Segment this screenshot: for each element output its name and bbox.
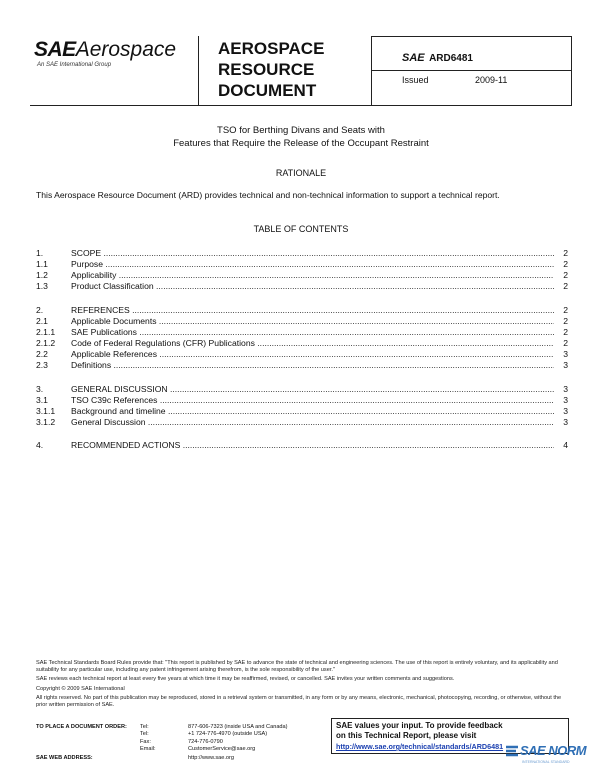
footer-notice [36,660,568,709]
toc-title: TSO C39c References ..... [71,395,554,406]
toc-entry[interactable] [36,349,568,360]
header-divider [371,70,572,71]
sae-aerospace-logo [34,38,176,62]
toc-page: 2 [563,259,568,269]
sae-norm-logo-icon [504,744,520,758]
order-contact [36,724,316,762]
tel-label: Tel: [140,724,149,730]
tel2-value[interactable]: +1 724-776-4970 (outside USA) [188,731,268,738]
toc-entry[interactable] [36,281,568,292]
toc-page: 3 [563,406,568,416]
toc-page: 3 [563,395,568,405]
toc-number: 2.3 [36,360,48,370]
toc-number: 1.3 [36,281,48,291]
rationale-heading: RATIONALE [275,168,327,178]
watermark-subtext: INTERNATIONAL STANDARD [522,760,570,764]
logo-aerospace-text: Aerospace [75,38,177,61]
toc-page: 2 [563,305,568,315]
toc-title: Product Classification ..... [71,281,554,292]
issued-date: 2009-11 [475,75,508,85]
toc-title: General Discussion ..... [71,417,554,428]
toc-entry[interactable] [36,360,568,371]
toc-number: 1.1 [36,259,48,269]
toc-number: 2.1.1 [36,327,56,337]
footer-paragraph: SAE reviews each technical report at least every five years at which time it may be reaffirmed, revised, or cancelled. SAE invites your written comments and suggestions. [36,676,455,683]
header-divider [371,36,572,37]
toc-number: 2.1.2 [36,338,56,348]
toc-entry[interactable] [36,305,568,316]
footer-paragraph: All rights reserved. No part of this publication may be reproduced, stored in a retrieval system or transmitted, in any form or by any means, electronic, mechanical, photocopying, recording, or otherwise, without the prior written permission of SAE. [36,694,562,709]
toc-page: 2 [563,327,568,337]
footer-paragraph: Copyright © 2009 SAE International [36,685,125,692]
toc-entry[interactable] [36,338,568,349]
toc-title: GENERAL DISCUSSION ..... [71,384,554,395]
toc-entry[interactable] [36,248,568,259]
toc-entry[interactable] [36,384,568,395]
document-title [30,124,572,150]
document-number [402,48,473,66]
email-link[interactable]: CustomerService@sae.org [188,745,256,752]
fax-label: Fax: [140,738,151,745]
rationale-text: This Aerospace Resource Document (ARD) provides technical and non-technical information to support a technical report. [36,190,500,200]
toc-page: 2 [563,316,568,326]
toc-title: RECOMMENDED ACTIONS ..... [71,440,554,451]
header-divider [198,36,199,106]
feedback-text: SAE values your input. To provide feedback [336,721,503,730]
toc-page: 3 [563,417,568,427]
doc-type-line: AEROSPACE [218,39,325,58]
toc-entry[interactable] [36,417,568,428]
fax-value: 724-776-0790 [188,738,223,745]
header-divider [30,105,572,106]
toc-entry[interactable] [36,395,568,406]
toc-entry[interactable] [36,406,568,417]
issued-label: Issued [402,75,429,85]
email-label: Email: [140,745,156,752]
toc-page: 3 [563,384,568,394]
web-link[interactable]: http://www.sae.org [188,755,235,762]
toc-entry[interactable] [36,440,568,451]
web-label: SAE WEB ADDRESS: [36,755,93,762]
toc-number: 2.1 [36,316,48,326]
header-divider [571,36,572,106]
document-type [218,38,324,101]
tel-value[interactable]: 877-606-7323 (inside USA and Canada) [188,724,288,730]
toc-entry[interactable] [36,270,568,281]
toc-title: SAE Publications ..... [71,327,554,338]
doc-type-line: DOCUMENT [218,81,317,100]
footer-paragraph: SAE Technical Standards Board Rules provide that: "This report is published by SAE to advance the state of technical and engineering sciences. The use of this report is entirely voluntary, and its applicability and suitability for any particular use, including any patent infringement arising therefrom, is the sole responsibility of the user." [36,660,558,674]
toc-title: Purpose ..... [71,259,554,270]
toc-page: 4 [563,440,568,450]
watermark-text: SAE NORM [520,743,587,758]
toc-entry[interactable] [36,316,568,327]
toc-page: 2 [563,270,568,280]
toc-title: Definitions ..... [71,360,554,371]
toc-page: 2 [563,281,568,291]
toc-title: Applicable Documents ..... [71,316,554,327]
doc-type-line: RESOURCE [218,60,315,79]
toc-number: 3.1 [36,395,48,405]
toc-number: 3. [36,384,44,394]
toc-number: 2. [36,305,44,315]
header-divider [371,36,372,106]
logo-subtitle: An SAE International Group [37,62,112,68]
toc-entry[interactable] [36,259,568,270]
logo-sae-text: SAE [34,38,76,61]
toc-number: 1. [36,248,44,258]
toc-number: 2.2 [36,349,48,359]
toc-number: 4. [36,440,44,450]
toc-page: 2 [563,338,568,348]
order-label: TO PLACE A DOCUMENT ORDER: [36,724,127,730]
feedback-text: on this Technical Report, please visit [336,731,477,740]
toc-number: 3.1.2 [36,417,56,427]
toc-page: 3 [563,349,568,359]
doc-number: ARD6481 [429,53,473,64]
toc-number: 1.2 [36,270,48,280]
title-line: Features that Require the Release of the Occupant Restraint [173,138,429,149]
toc-page: 3 [563,360,568,370]
toc-entry[interactable] [36,327,568,338]
toc-title: REFERENCES ..... [71,305,554,316]
feedback-link[interactable]: http://www.sae.org/technical/standards/ARD6481 [336,742,504,751]
sae-norm-watermark [504,742,586,764]
toc-title: Background and timeline ..... [71,406,554,417]
toc-number: 3.1.1 [36,406,56,416]
toc-page: 2 [563,248,568,258]
toc-title: Applicable References ..... [71,349,554,360]
toc-heading: TABLE OF CONTENTS [253,224,349,234]
toc-title: SCOPE ..... [71,248,554,259]
sae-mark: SAE [402,52,425,64]
tel2-label: Tel: [140,731,149,738]
title-line: TSO for Berthing Divans and Seats with [217,125,385,136]
toc-title: Code of Federal Regulations (CFR) Publications ..... [71,338,554,349]
toc-title: Applicability ..... [71,270,554,281]
